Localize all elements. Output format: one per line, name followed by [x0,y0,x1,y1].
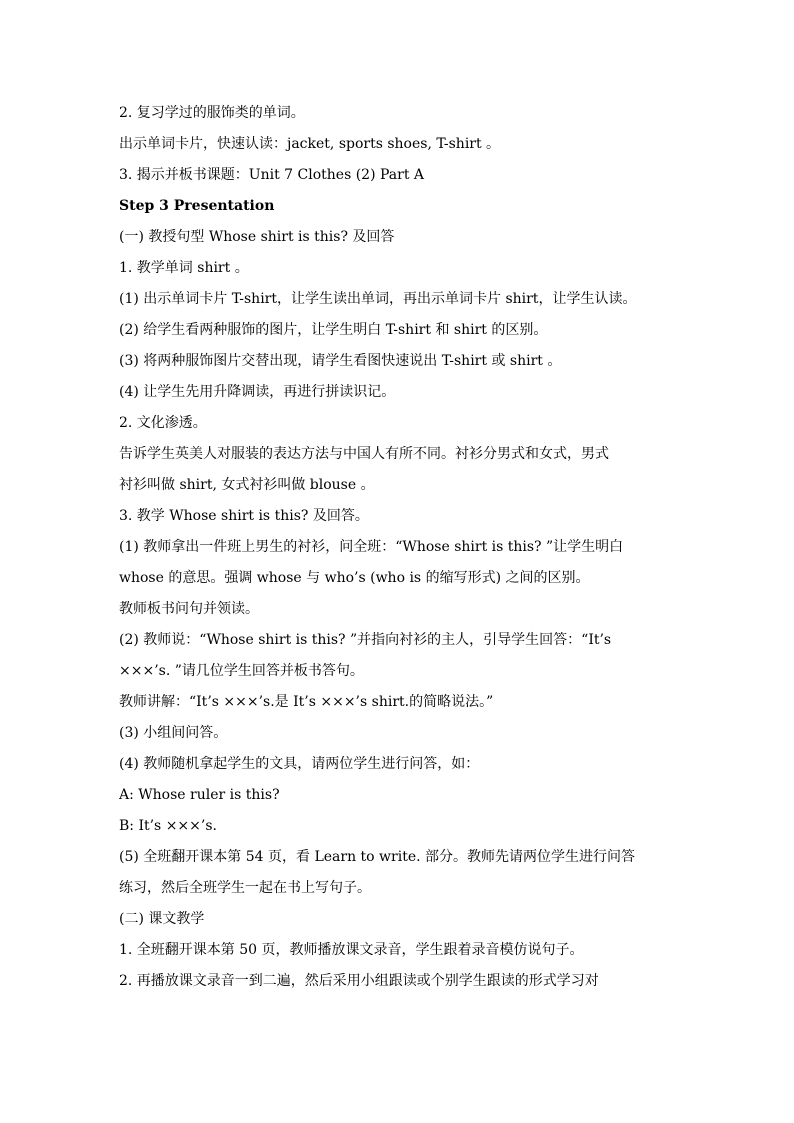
text-line: 出示单词卡片，快速认读：jacket, sports shoes, T-shirt 。 [119,136,501,152]
text-line: (4) 教师随机拿起学生的文具，请两位学生进行问答，如： [119,756,480,772]
text-line: (3) 小组间问答。 [119,725,228,741]
text-line: (一) 教授句型 Whose shirt is this? 及回答 [119,229,395,245]
text-line: 2. 复习学过的服饰类的单词。 [119,105,305,121]
text-line: 教师板书问句并领读。 [119,601,259,617]
text-line: 3. 揭示并板书课题：Unit 7 Clothes (2) Part A [119,167,425,183]
text-line: (5) 全班翻开课本第 54 页，看 Learn to write. 部分。教师先请两位学生进行问答 [119,849,636,865]
text-line: (2) 教师说：“Whose shirt is this? ”并指向衬衫的主人，引导学生回答：“It’s [119,632,612,648]
text-line: ×××’s. ”请几位学生回答并板书答句。 [119,663,364,679]
text-line: 衬衫叫做 shirt, 女式衬衫叫做 blouse 。 [119,477,375,493]
text-line: 1. 全班翻开课本第 50 页，教师播放课文录音，学生跟着录音模仿说句子。 [119,942,584,958]
text-line: (1) 出示单词卡片 T-shirt，让学生读出单词，再出示单词卡片 shirt，让学生认读。 [119,291,637,307]
text-line: B: It’s ×××’s. [119,818,217,834]
text-line: (2) 给学生看两种服饰的图片，让学生明白 T-shirt 和 shirt 的区别。 [119,322,548,338]
text-line: 告诉学生英美人对服装的表达方法与中国人有所不同。衬衫分男式和女式，男式 [119,446,609,462]
text-line: 2. 再播放课文录音一到二遍，然后采用小组跟读或个别学生跟读的形式学习对 [119,973,599,989]
text-line: 练习，然后全班学生一起在书上写句子。 [119,880,371,896]
text-line: A: Whose ruler is this? [119,787,280,803]
text-line: (4) 让学生先用升降调读，再进行拼读识记。 [119,384,396,400]
text-line: 教师讲解：“It’s ×××’s.是 It’s ×××’s shirt.的简略说法。” [119,694,494,710]
text-line: (3) 将两种服饰图片交替出现，请学生看图快速说出 T-shirt 或 shirt 。 [119,353,562,369]
text-line: 2. 文化渗透。 [119,415,207,431]
text-line: 1. 教学单词 shirt 。 [119,260,249,276]
section-heading: Step 3 Presentation [119,198,275,214]
text-line: (二) 课文教学 [119,911,205,927]
text-line: 3. 教学 Whose shirt is this? 及回答。 [119,508,369,524]
document-body [119,98,679,997]
text-line: whose 的意思。强调 whose 与 who’s (who is 的缩写形式) 之间的区别。 [119,570,590,586]
text-line: (1) 教师拿出一件班上男生的衬衫，问全班：“Whose shirt is this? ”让学生明白 [119,539,624,555]
